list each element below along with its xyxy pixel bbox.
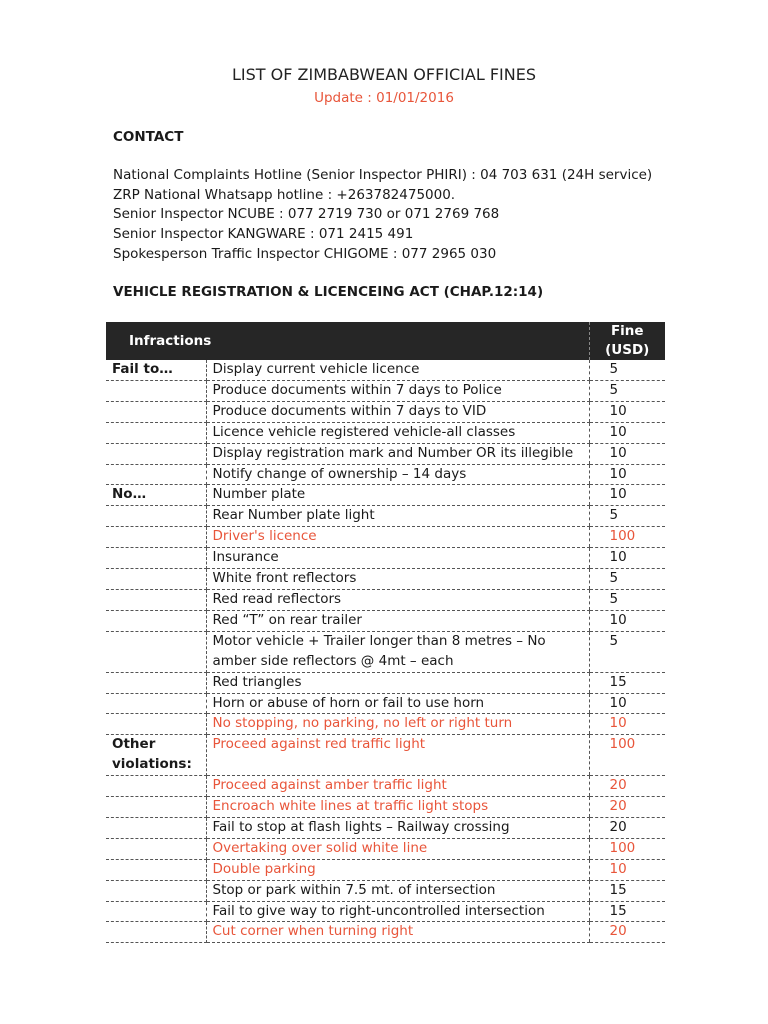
table-row [106, 610, 665, 631]
row-fine: 10 [589, 422, 665, 443]
table-row [106, 672, 665, 693]
row-infraction: Rear Number plate light [206, 506, 589, 527]
infractions-header: Infractions [106, 322, 589, 360]
row-fine: 20 [589, 817, 665, 838]
row-infraction: Red “T” on rear trailer [206, 610, 589, 631]
row-infraction: Motor vehicle + Trailer longer than 8 metres – No amber side reflectors @ 4mt – each [206, 631, 589, 672]
row-fine: 10 [589, 693, 665, 714]
row-infraction: Display current vehicle licence [206, 360, 589, 380]
row-fine: 5 [589, 631, 665, 672]
row-group-label [106, 380, 206, 401]
row-infraction: Horn or abuse of horn or fail to use horn [206, 693, 589, 714]
row-infraction: White front reflectors [206, 569, 589, 590]
table-row [106, 817, 665, 838]
row-infraction: Notify change of ownership – 14 days [206, 464, 589, 485]
row-infraction: Number plate [206, 485, 589, 506]
row-group-label [106, 901, 206, 922]
row-infraction: Stop or park within 7.5 mt. of intersection [206, 880, 589, 901]
row-infraction: Double parking [206, 859, 589, 880]
row-infraction: Insurance [206, 548, 589, 569]
act-heading: VEHICLE REGISTRATION & LICENCEING ACT (CHAP.12:14) [113, 284, 544, 300]
row-fine: 10 [589, 610, 665, 631]
contact-line: Senior Inspector KANGWARE : 071 2415 491 [113, 226, 414, 243]
table-row [106, 631, 665, 672]
row-group-label [106, 401, 206, 422]
fines-table [106, 322, 665, 943]
row-group-label [106, 817, 206, 838]
row-infraction: Proceed against red traffic light [206, 735, 589, 776]
row-infraction: Overtaking over solid white line [206, 838, 589, 859]
fine-header: Fine (USD) [589, 322, 665, 360]
row-infraction: Licence vehicle registered vehicle-all classes [206, 422, 589, 443]
table-row [106, 735, 665, 776]
table-row [106, 838, 665, 859]
table-row [106, 776, 665, 797]
table-row [106, 693, 665, 714]
document-title: LIST OF ZIMBABWEAN OFFICIAL FINES [232, 65, 536, 84]
row-infraction: Cut corner when turning right [206, 922, 589, 943]
fines-table-body [106, 360, 665, 943]
row-group-label [106, 859, 206, 880]
row-fine: 10 [589, 859, 665, 880]
row-infraction: Proceed against amber traffic light [206, 776, 589, 797]
table-row [106, 401, 665, 422]
contact-heading: CONTACT [113, 129, 184, 145]
row-group-label [106, 589, 206, 610]
table-row [106, 422, 665, 443]
table-row [106, 464, 665, 485]
row-fine: 100 [589, 527, 665, 548]
row-infraction: Produce documents within 7 days to Police [206, 380, 589, 401]
contact-line: ZRP National Whatsapp hotline : +263782475000. [113, 186, 456, 203]
row-infraction: Driver's licence [206, 527, 589, 548]
table-row [106, 380, 665, 401]
row-group-label: No… [106, 485, 206, 506]
row-group-label [106, 464, 206, 485]
row-fine: 100 [589, 735, 665, 776]
row-infraction: Red read reflectors [206, 589, 589, 610]
row-fine: 10 [589, 464, 665, 485]
table-row [106, 901, 665, 922]
row-fine: 5 [589, 506, 665, 527]
row-fine: 10 [589, 548, 665, 569]
row-group-label [106, 838, 206, 859]
row-infraction: Produce documents within 7 days to VID [206, 401, 589, 422]
table-row [106, 360, 665, 380]
row-group-label [106, 527, 206, 548]
table-row [106, 506, 665, 527]
row-group-label [106, 672, 206, 693]
row-infraction: Fail to give way to right-uncontrolled intersection [206, 901, 589, 922]
row-fine: 20 [589, 776, 665, 797]
contact-line: Spokesperson Traffic Inspector CHIGOME : 077 2965 030 [113, 245, 497, 262]
row-fine: 10 [589, 443, 665, 464]
table-row [106, 714, 665, 735]
row-fine: 15 [589, 672, 665, 693]
row-group-label: Fail to… [106, 360, 206, 380]
row-infraction: Encroach white lines at traffic light stops [206, 797, 589, 818]
row-fine: 10 [589, 485, 665, 506]
row-group-label [106, 797, 206, 818]
row-fine: 10 [589, 401, 665, 422]
row-fine: 100 [589, 838, 665, 859]
row-infraction: Display registration mark and Number OR its illegible [206, 443, 589, 464]
row-group-label [106, 776, 206, 797]
row-group-label [106, 443, 206, 464]
row-infraction: No stopping, no parking, no left or right turn [206, 714, 589, 735]
table-row [106, 527, 665, 548]
row-fine: 15 [589, 901, 665, 922]
row-group-label [106, 569, 206, 590]
update-date: Update : 01/01/2016 [314, 90, 454, 106]
row-fine: 20 [589, 922, 665, 943]
row-fine: 5 [589, 589, 665, 610]
contact-list [113, 166, 652, 265]
row-group-label [106, 922, 206, 943]
row-group-label [106, 610, 206, 631]
row-group-label [106, 880, 206, 901]
row-group-label [106, 693, 206, 714]
row-group-label [106, 714, 206, 735]
table-row [106, 589, 665, 610]
table-row [106, 548, 665, 569]
contact-line: Senior Inspector NCUBE : 077 2719 730 or 071 2769 768 [113, 206, 500, 223]
row-group-label [106, 422, 206, 443]
row-fine: 5 [589, 569, 665, 590]
row-fine: 20 [589, 797, 665, 818]
table-row [106, 443, 665, 464]
row-fine: 5 [589, 380, 665, 401]
table-row [106, 859, 665, 880]
table-row [106, 880, 665, 901]
row-fine: 15 [589, 880, 665, 901]
row-fine: 10 [589, 714, 665, 735]
table-row [106, 569, 665, 590]
row-group-label [106, 548, 206, 569]
table-header-row [106, 322, 665, 360]
row-group-label [106, 506, 206, 527]
row-infraction: Fail to stop at flash lights – Railway crossing [206, 817, 589, 838]
contact-line: National Complaints Hotline (Senior Inspector PHIRI) : 04 703 631 (24H service) [113, 167, 653, 183]
row-group-label [106, 631, 206, 672]
row-infraction: Red triangles [206, 672, 589, 693]
row-fine: 5 [589, 360, 665, 380]
row-group-label: Other violations: [106, 735, 206, 776]
table-row [106, 922, 665, 943]
table-row [106, 797, 665, 818]
table-row [106, 485, 665, 506]
